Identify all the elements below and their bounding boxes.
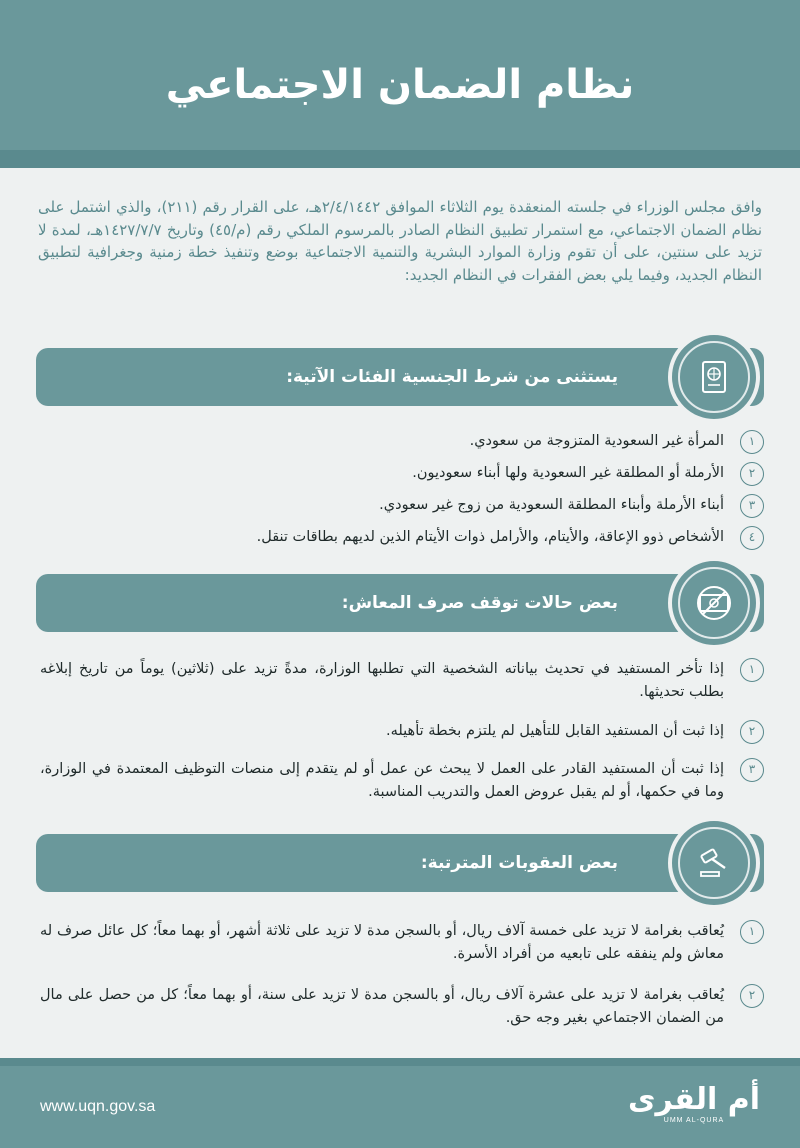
item-number: ٢	[740, 984, 764, 1008]
section-title: بعض العقوبات المترتبة:	[420, 853, 618, 873]
item-number: ٢	[740, 462, 764, 486]
list-item	[40, 526, 764, 550]
footer-bar	[0, 1058, 800, 1066]
header-bar	[0, 150, 800, 168]
item-text: المرأة غير السعودية المتزوجة من سعودي.	[469, 433, 724, 449]
item-text: أبناء الأرملة وأبناء المطلقة السعودية من زوج غير سعودي.	[379, 497, 724, 513]
section-title: يستثنى من شرط الجنسية الفئات الآتية:	[286, 367, 618, 387]
item-text: إذا ثبت أن المستفيد القابل للتأهيل لم يلتزم بخطة تأهيله.	[386, 723, 724, 739]
logo-text-ar: أم القرى	[627, 1082, 760, 1117]
section-banner-penalties	[36, 834, 764, 892]
website-link[interactable]: www.uqn.gov.sa	[40, 1098, 156, 1115]
gavel-icon	[668, 817, 760, 909]
item-number: ٤	[740, 526, 764, 550]
item-text: إذا ثبت أن المستفيد القادر على العمل لا يبحث عن عمل أو لم يتقدم إلى منصات التوظيف المعتمدة في الوزارة، وما في حكمها، أو لم يقبل عروض العمل والتدريب المناسبة.	[40, 761, 724, 800]
section-banner-pension-stop	[36, 574, 764, 632]
umm-al-qura-logo	[628, 1083, 760, 1124]
section-banner-nationality	[36, 348, 764, 406]
item-number: ٢	[740, 720, 764, 744]
list-item	[40, 758, 764, 804]
item-number: ١	[740, 920, 764, 944]
item-number: ٣	[740, 758, 764, 782]
list-item	[40, 462, 764, 486]
item-number: ١	[740, 658, 764, 682]
list-item	[40, 920, 764, 966]
item-text: الأشخاص ذوو الإعاقة، والأيتام، والأرامل ذوات الأيتام الذين لديهم بطاقات تنقل.	[256, 529, 724, 545]
logo-text-en: UMM AL-QURA	[663, 1117, 725, 1124]
passport-icon	[668, 331, 760, 423]
item-text: يُعاقب بغرامة لا تزيد على عشرة آلاف ريال، أو بالسجن مدة لا تزيد على سنة، أو بهما معاً؛ كل من حصل على مال من الضمان الاجتماعي بغير وجه حق.	[40, 987, 724, 1026]
no-money-icon	[668, 557, 760, 649]
item-text: الأرملة أو المطلقة غير السعودية ولها أبناء سعوديون.	[412, 465, 724, 481]
list-item	[40, 494, 764, 518]
item-number: ١	[740, 430, 764, 454]
intro-paragraph: وافق مجلس الوزراء في جلسته المنعقدة يوم الثلاثاء الموافق ٢/٤/١٤٤٢هـ، على القرار رقم (٢١١)، والذي اشتمل على نظام الضمان الاجتماعي، مع استمرار تطبيق النظام الصادر بالمرسوم الملكي رقم (م/٤٥) وتاريخ ١٤٢٧/٧/٧هـ، لمدة لا تزيد على سنتين، على أن تقوم وزارة الموارد البشرية والتنمية الاجتماعية بوضع وتنفيذ خطة زمنية وجغرافية لتطبيق النظام الجديد، وفيما يلي بعض الفقرات في النظام الجديد:	[38, 198, 762, 284]
item-text: يُعاقب بغرامة لا تزيد على خمسة آلاف ريال، أو بالسجن مدة لا تزيد على ثلاثة أشهر، أو بهما معاً؛ كل عائل صرف له معاش ولم ينفقه على تابعيه من أفراد الأسرة.	[40, 923, 724, 962]
section-title: بعض حالات توقف صرف المعاش:	[341, 593, 618, 613]
item-text: إذا تأخر المستفيد في تحديث بياناته الشخصية التي تطلبها الوزارة، مدةً تزيد على (ثلاثين) يوماً من تاريخ إبلاغه بطلب تحديثها.	[40, 661, 724, 700]
page-title: نظام الضمان الاجتماعي	[165, 62, 635, 108]
list-item	[40, 430, 764, 454]
list-item	[40, 720, 764, 744]
list-item	[40, 984, 764, 1030]
item-number: ٣	[740, 494, 764, 518]
list-item	[40, 658, 764, 704]
